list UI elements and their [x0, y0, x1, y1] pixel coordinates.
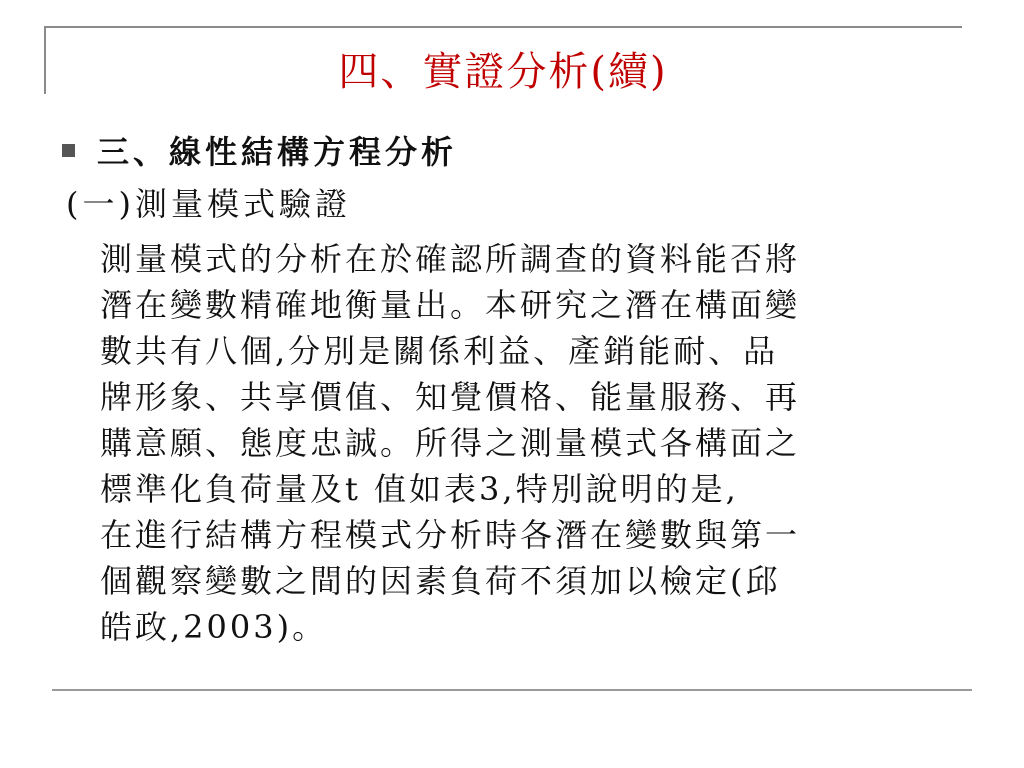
paragraph-line: 個觀察變數之間的因素負荷不須加以檢定(邱 [100, 562, 781, 600]
paragraph-line: 皓政,2003)。 [100, 608, 328, 646]
paragraph-line: 標準化負荷量及t 值如表3,特別說明的是, [100, 470, 739, 508]
bullet-item [62, 126, 457, 174]
subsection-heading: (一)測量模式驗證 [66, 185, 351, 223]
section-heading: 三、線性結構方程分析 [97, 133, 458, 171]
paragraph-line: 數共有八個,分別是關係利益、產銷能耐、品 [100, 332, 779, 370]
top-divider [44, 26, 962, 28]
bottom-divider [52, 689, 972, 691]
square-bullet-icon [62, 144, 75, 157]
body-paragraph [100, 236, 970, 650]
paragraph-line: 牌形象、共享價值、知覺價格、能量服務、再 [100, 378, 801, 416]
slide-title: 四、實證分析(續) [338, 49, 668, 95]
paragraph-line: 測量模式的分析在於確認所調查的資料能否將 [100, 240, 801, 278]
paragraph-line: 購意願、態度忠誠。所得之測量模式各構面之 [100, 424, 801, 462]
paragraph-line: 在進行結構方程模式分析時各潛在變數與第一 [100, 516, 801, 554]
paragraph-line: 潛在變數精確地衡量出。本研究之潛在構面變 [100, 286, 801, 324]
